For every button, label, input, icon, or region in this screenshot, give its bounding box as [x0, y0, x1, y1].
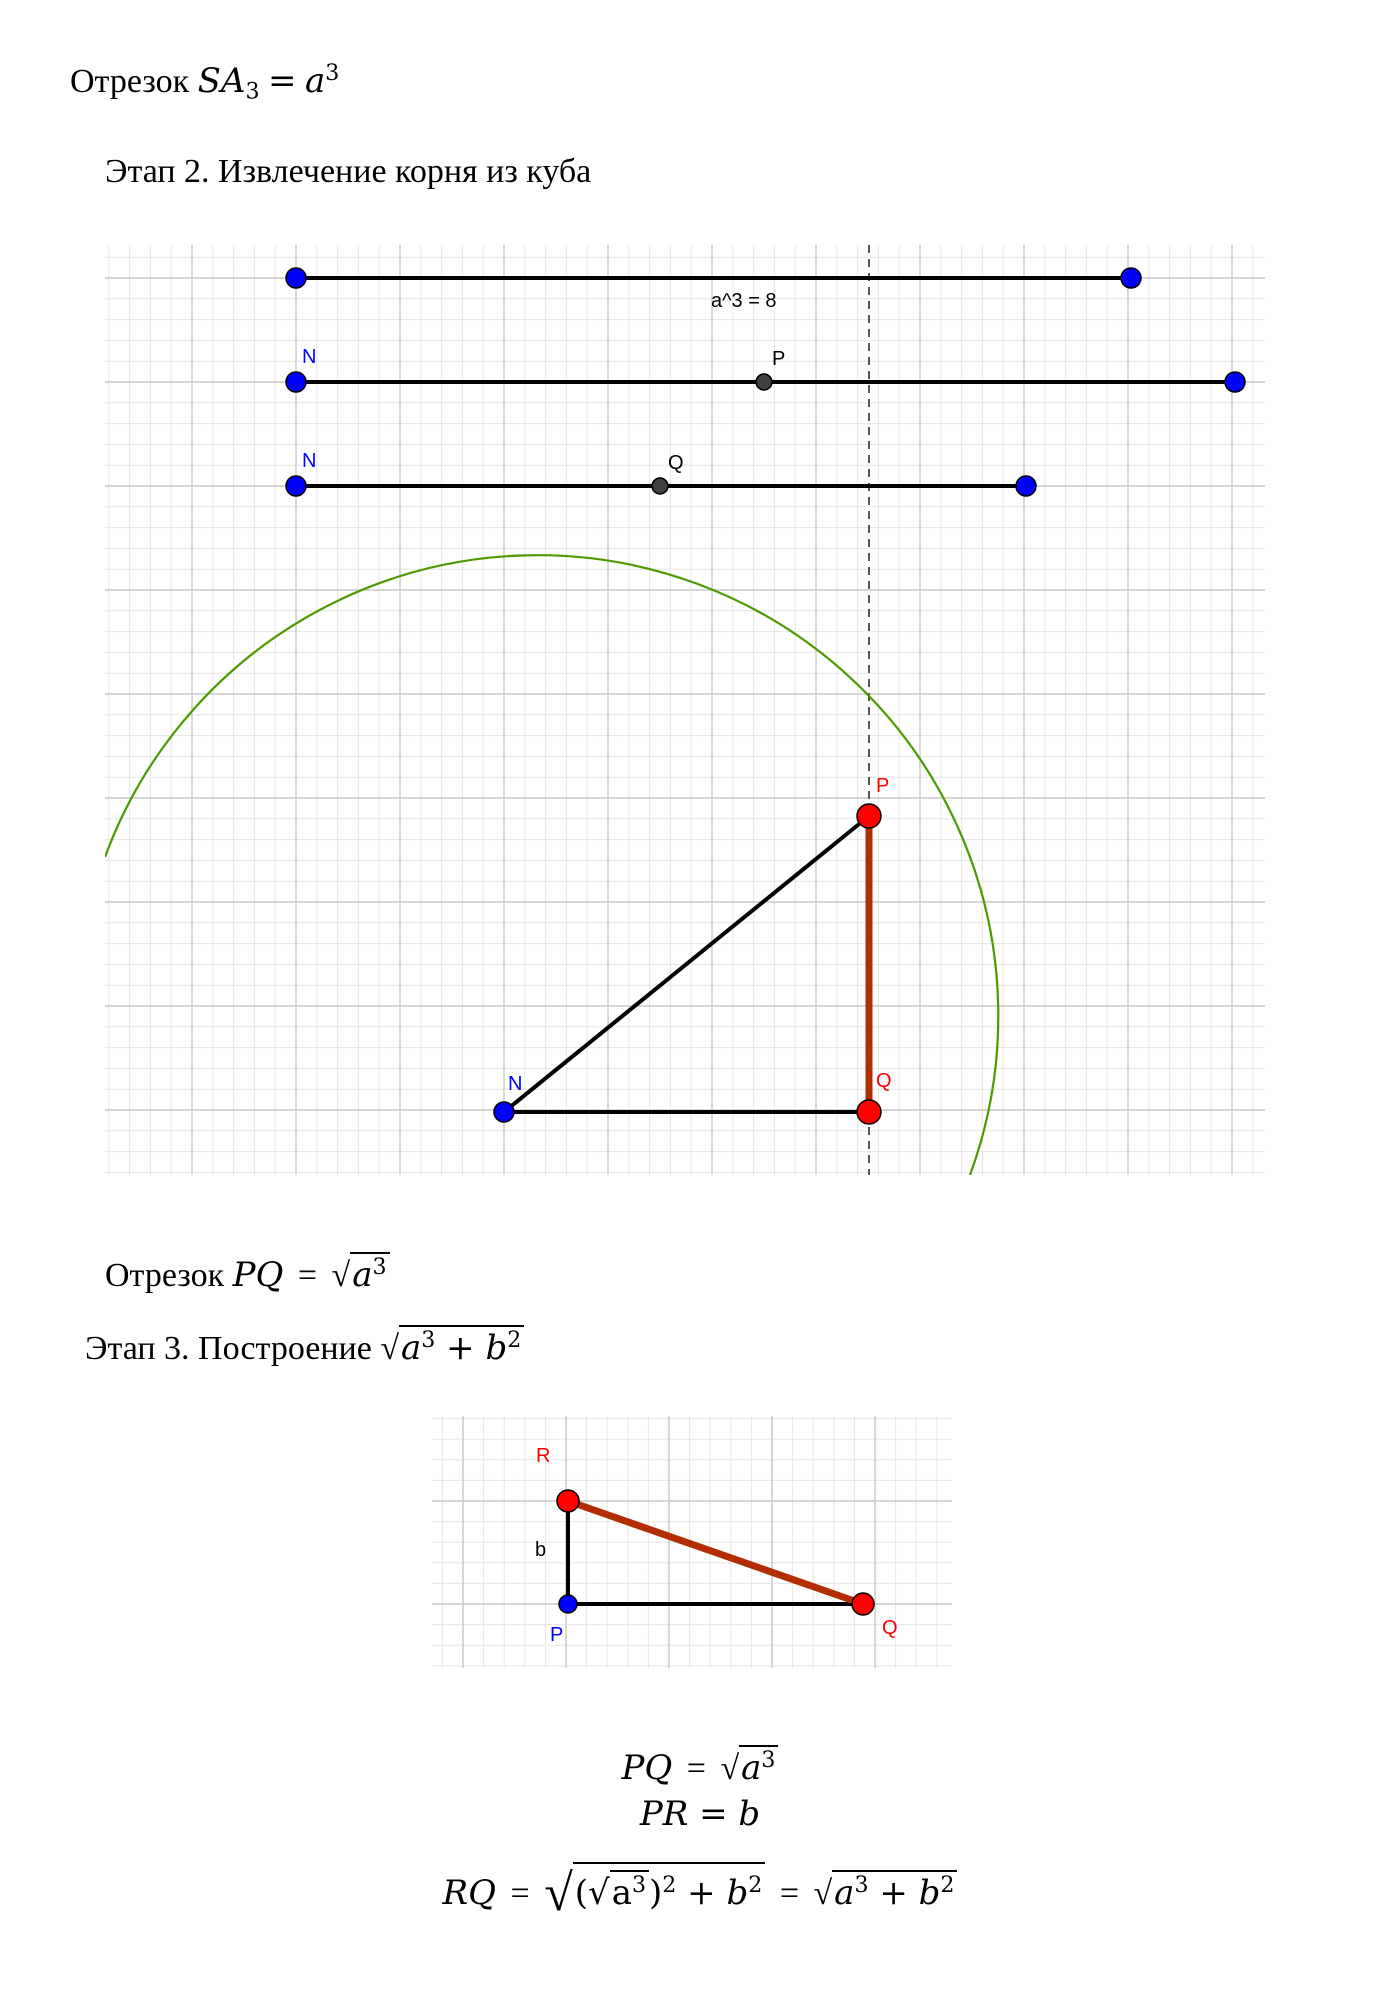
label-q-row3: Q — [668, 452, 684, 474]
label-p-row2: P — [772, 348, 786, 370]
point-q-triangle — [857, 1100, 881, 1124]
point-p-row2 — [756, 374, 772, 390]
point-n-row2 — [286, 372, 306, 392]
figure-hypotenuse-construction — [432, 1416, 952, 1668]
label-n-row3: N — [302, 450, 317, 472]
label-q-triangle: Q — [876, 1070, 892, 1092]
segment-rq-highlight — [568, 1501, 863, 1604]
label-p: P — [550, 1624, 564, 1646]
point-q-row3 — [652, 478, 668, 494]
segment-pq-heading — [105, 1252, 390, 1296]
formula-pq: PQ = $√a^3$ — [0, 1745, 1400, 1786]
figure-cube-root-construction — [105, 245, 1265, 1175]
sqrt: $√a^3 + b^2$ — [380, 1325, 524, 1366]
heading-prefix: Этап 3. Построение — [85, 1330, 372, 1368]
stage3-heading — [85, 1325, 524, 1369]
grid — [105, 245, 1265, 1175]
point-p-triangle — [857, 804, 881, 828]
lhs-var: SA3 — [197, 61, 260, 105]
point-a3-start — [286, 268, 306, 288]
point-q — [852, 1593, 874, 1615]
heading-prefix: Отрезок — [70, 63, 190, 101]
green-circle-arc — [105, 555, 998, 1175]
point-n-triangle — [494, 1102, 514, 1122]
label-n-triangle: N — [508, 1073, 523, 1095]
rhs-var: $a^3$ — [305, 60, 340, 102]
formula-rq: RQ = $√(√a^3)^2 + b^2 = √a^3 + b^2$ — [0, 1862, 1400, 1920]
point-a3-end — [1121, 268, 1141, 288]
sqrt: $√a^3$ — [332, 1252, 390, 1293]
label-a3: a^3 = 8 — [711, 290, 777, 312]
point-end-row3 — [1016, 476, 1036, 496]
formula-pr: PR = b — [639, 1794, 761, 1834]
eq-sign: = — [297, 1257, 318, 1295]
stage2-heading: Этап 2. Извлечение корня из куба — [105, 153, 592, 190]
label-n-row2: N — [302, 346, 317, 368]
label-p-triangle: P — [876, 775, 890, 797]
heading-prefix: Отрезок — [105, 1257, 225, 1295]
lhs-var: PQ — [232, 1255, 284, 1296]
label-b: b — [535, 1539, 547, 1561]
point-end-row2 — [1225, 372, 1245, 392]
label-q: Q — [882, 1617, 898, 1639]
point-p — [559, 1595, 577, 1613]
segment-sa3-heading: Отрезок $SA3 = a^3$ — [70, 60, 340, 105]
label-r: R — [536, 1445, 551, 1467]
point-r — [557, 1490, 579, 1512]
point-n-row3 — [286, 476, 306, 496]
